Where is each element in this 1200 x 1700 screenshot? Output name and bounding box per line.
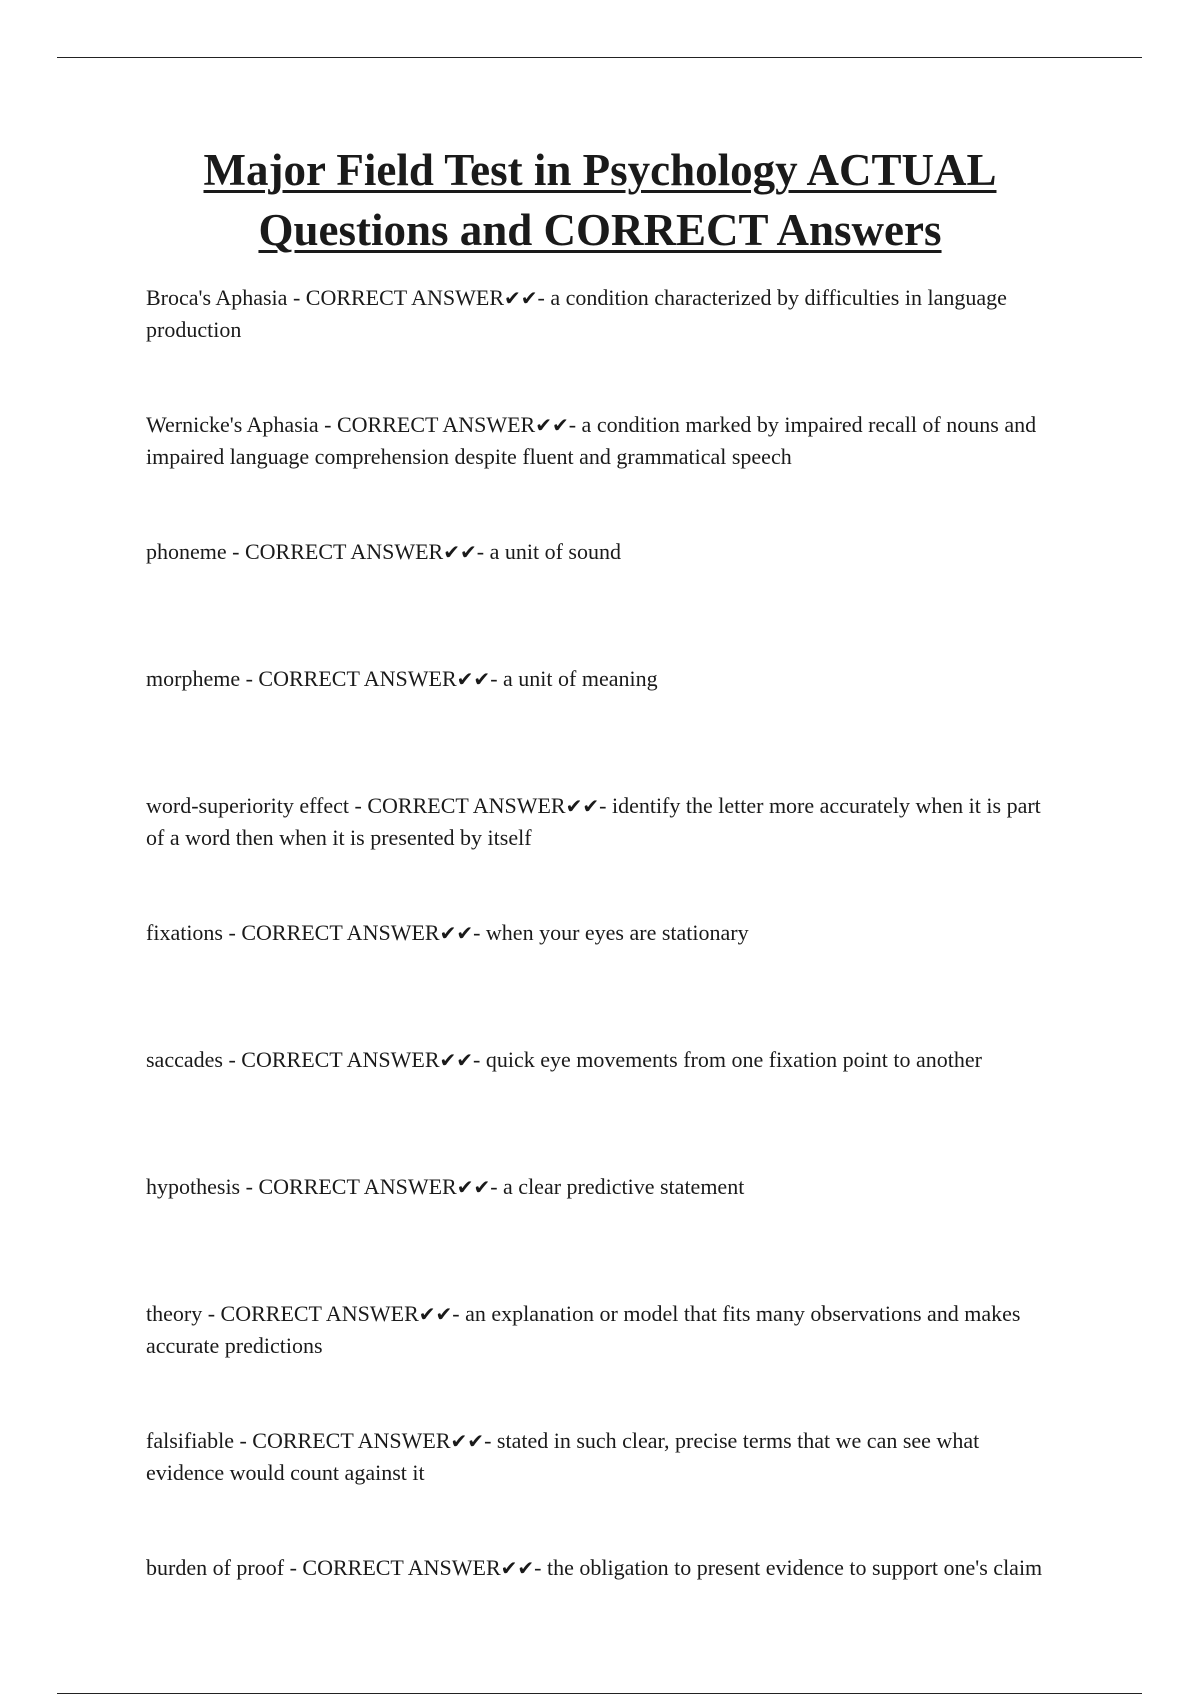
answer-marker: CORRECT ANSWER [305,285,505,310]
entry-definition: - an explanation or model that fits many observations and makes accurate predictions [146,1301,1021,1358]
qa-entry: falsifiable - CORRECT ANSWER✔✔- stated in such clear, precise terms that we can see what evidence would count against it [146,1428,980,1485]
qa-entry: word-superiority effect - CORRECT ANSWER✔✔- identify the letter more accurately when it is part of a word then when it is presented by itself [146,793,1041,850]
entry-definition: - a condition characterized by difficulties in language production [146,285,1007,342]
double-check-icon: ✔✔ [535,413,569,437]
entry-definition: - when your eyes are stationary [473,920,749,945]
qa-entry: Broca's Aphasia - CORRECT ANSWER✔✔- a condition characterized by difficulties in language production [146,285,1007,342]
entry-definition: - quick eye movements from one fixation point to another [473,1047,982,1072]
title-line-2: Questions and CORRECT Answers [258,205,942,255]
double-check-icon: ✔✔ [500,1556,535,1580]
double-check-icon: ✔✔ [450,1429,485,1453]
entry-term: hypothesis [146,1174,241,1199]
entry-term: phoneme [146,539,227,564]
double-check-icon: ✔✔ [443,540,477,564]
footer-rule [57,1693,1142,1694]
qa-entry: theory - CORRECT ANSWER✔✔- an explanation or model that fits many observations and makes accurate predictions [146,1301,1021,1358]
entry-term: burden of proof [146,1555,285,1580]
document-title [0,140,1200,260]
answer-marker: CORRECT ANSWER [302,1555,501,1580]
entry-definition: - a unit of sound [476,539,621,564]
entry-definition: - the obligation to present evidence to support one's claim [534,1555,1043,1580]
entry-term: falsifiable [146,1428,234,1453]
answer-marker: CORRECT ANSWER [241,1047,440,1072]
answer-marker: CORRECT ANSWER [336,412,536,437]
qa-list [146,282,1056,1679]
double-check-icon: ✔✔ [565,794,600,818]
answer-marker: CORRECT ANSWER [258,1174,457,1199]
title-line-1: Major Field Test in Psychology ACTUAL [203,145,997,195]
header-rule [57,57,1142,58]
qa-entry: phoneme - CORRECT ANSWER✔✔- a unit of sound [146,539,621,564]
entry-term: Broca's Aphasia [146,285,288,310]
answer-marker: CORRECT ANSWER [244,539,444,564]
answer-marker: CORRECT ANSWER [258,666,457,691]
double-check-icon: ✔✔ [456,667,491,691]
qa-entry: fixations - CORRECT ANSWER✔✔- when your eyes are stationary [146,920,749,945]
qa-entry: saccades - CORRECT ANSWER✔✔- quick eye movements from one fixation point to another [146,1047,982,1072]
entry-term: theory [146,1301,203,1326]
entry-term: word-superiority effect [146,793,350,818]
qa-entry: hypothesis - CORRECT ANSWER✔✔- a clear predictive statement [146,1174,745,1199]
entry-definition: - a condition marked by impaired recall of nouns and impaired language comprehension despite fluent and grammatical speech [146,412,1037,469]
double-check-icon: ✔✔ [439,1048,474,1072]
double-check-icon: ✔✔ [456,1175,491,1199]
qa-entry: morpheme - CORRECT ANSWER✔✔- a unit of meaning [146,666,658,691]
entry-definition: - a unit of meaning [490,666,658,691]
entry-term: Wernicke's Aphasia [146,412,319,437]
entry-definition: - identify the letter more accurately when it is part of a word then when it is presented by itself [146,793,1041,850]
entry-term: saccades [146,1047,223,1072]
answer-marker: CORRECT ANSWER [367,793,566,818]
entry-term: fixations [146,920,223,945]
entry-term: morpheme [146,666,241,691]
answer-marker: CORRECT ANSWER [220,1301,419,1326]
qa-entry: burden of proof - CORRECT ANSWER✔✔- the obligation to present evidence to support one's claim [146,1555,1043,1580]
entry-definition: - a clear predictive statement [490,1174,745,1199]
entry-definition: - stated in such clear, precise terms that we can see what evidence would count against it [146,1428,980,1485]
answer-marker: CORRECT ANSWER [241,920,440,945]
double-check-icon: ✔✔ [504,286,538,310]
qa-entry: Wernicke's Aphasia - CORRECT ANSWER✔✔- a condition marked by impaired recall of nouns and impaired language comprehension despite fluent and grammatical speech [146,412,1037,469]
double-check-icon: ✔✔ [418,1302,453,1326]
answer-marker: CORRECT ANSWER [252,1428,451,1453]
double-check-icon: ✔✔ [439,921,474,945]
